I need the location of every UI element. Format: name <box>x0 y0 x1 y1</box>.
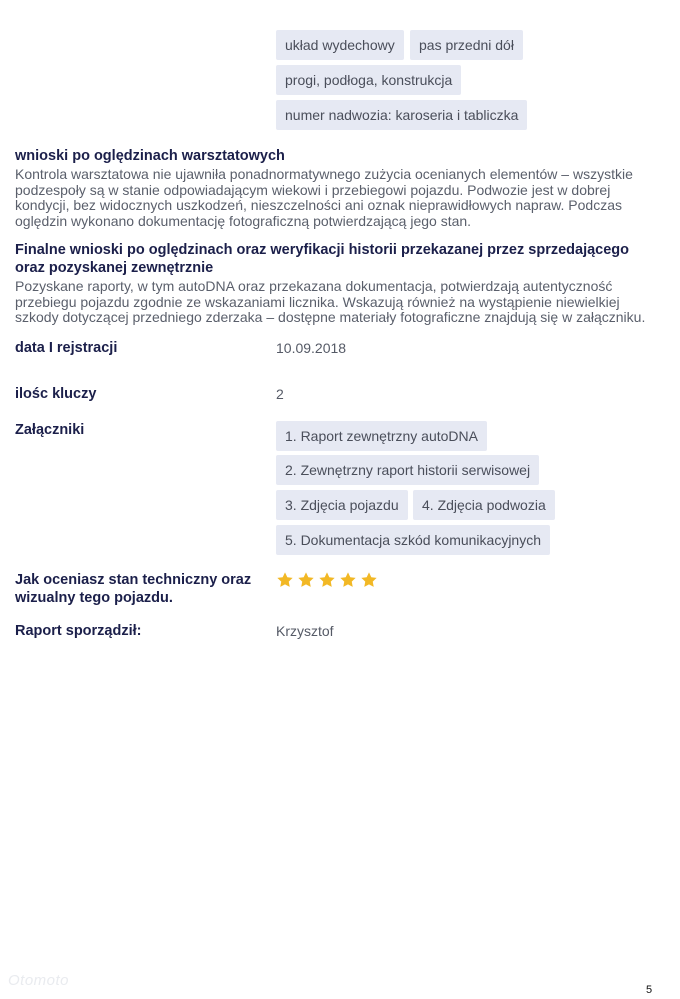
page-number: 5 <box>646 984 653 996</box>
keys-label: ilośc kluczy <box>15 386 97 402</box>
attachment-item[interactable]: 3. Zdjęcia pojazdu <box>276 490 408 520</box>
tag-exhaust: układ wydechowy <box>276 30 404 60</box>
attachment-item[interactable]: 4. Zdjęcia podwozia <box>413 490 555 520</box>
workshop-heading: wnioski po oględzinach warsztatowych <box>15 148 285 164</box>
star-icon <box>318 571 336 589</box>
tag-vin: numer nadwozia: karoseria i tabliczka <box>276 100 527 130</box>
attachments-label: Załączniki <box>15 422 85 438</box>
keys-value: 2 <box>276 386 284 402</box>
workshop-section <box>15 147 660 229</box>
star-icon <box>339 571 357 589</box>
tag-front-bottom: pas przedni dół <box>410 30 523 60</box>
tag-sills-floor: progi, podłoga, konstrukcja <box>276 65 461 95</box>
author-value: Krzysztof <box>276 623 334 639</box>
final-section <box>15 241 660 326</box>
star-icon <box>360 571 378 589</box>
registration-label: data I rejstracji <box>15 340 118 356</box>
registration-value: 10.09.2018 <box>276 340 347 356</box>
final-text: Pozyskane raporty, w tym autoDNA oraz przekazana dokumentacja, potwierdzają autentyczność przebiegu pojazdu zgodnie ze wskazaniami licznika. Wskazują również na wystąpienie niewielkiej szkody dotyczącej przedniego zderzaka – dostępne materiały fotograficzne znajdują się w załączniku. <box>15 278 646 325</box>
workshop-text: Kontrola warsztatowa nie ujawniła ponadnormatywnego zużycia ocenianych elementów – wszystkie podzespoły są w stanie odpowiadającym wiekowi i przebiegowi pojazdu. Podwozie jest w dobrej kondycji, bez widocznych uszkodzeń, nieszczelności ani oznak nieprawidłowych napraw. Podczas oględzin wykonano dokumentację fotograficzną potwierdzającą jego stan. <box>15 166 633 229</box>
final-heading: Finalne wnioski po oględzinach oraz weryfikacji historii przekazanej przez sprzedającego oraz pozyskanej zewnętrznie <box>15 242 630 276</box>
rating-stars <box>276 571 378 589</box>
star-icon <box>276 571 294 589</box>
attachment-item[interactable]: 2. Zewnętrzny raport historii serwisowej <box>276 455 539 485</box>
watermark-logo: Otomoto <box>8 972 70 989</box>
author-label: Raport sporządził: <box>15 623 142 639</box>
attachment-item[interactable]: 1. Raport zewnętrzny autoDNA <box>276 421 487 451</box>
attachment-item[interactable]: 5. Dokumentacja szkód komunikacyjnych <box>276 525 550 555</box>
rating-label: Jak oceniasz stan techniczny oraz wizualny tego pojazdu. <box>15 572 252 606</box>
star-icon <box>297 571 315 589</box>
